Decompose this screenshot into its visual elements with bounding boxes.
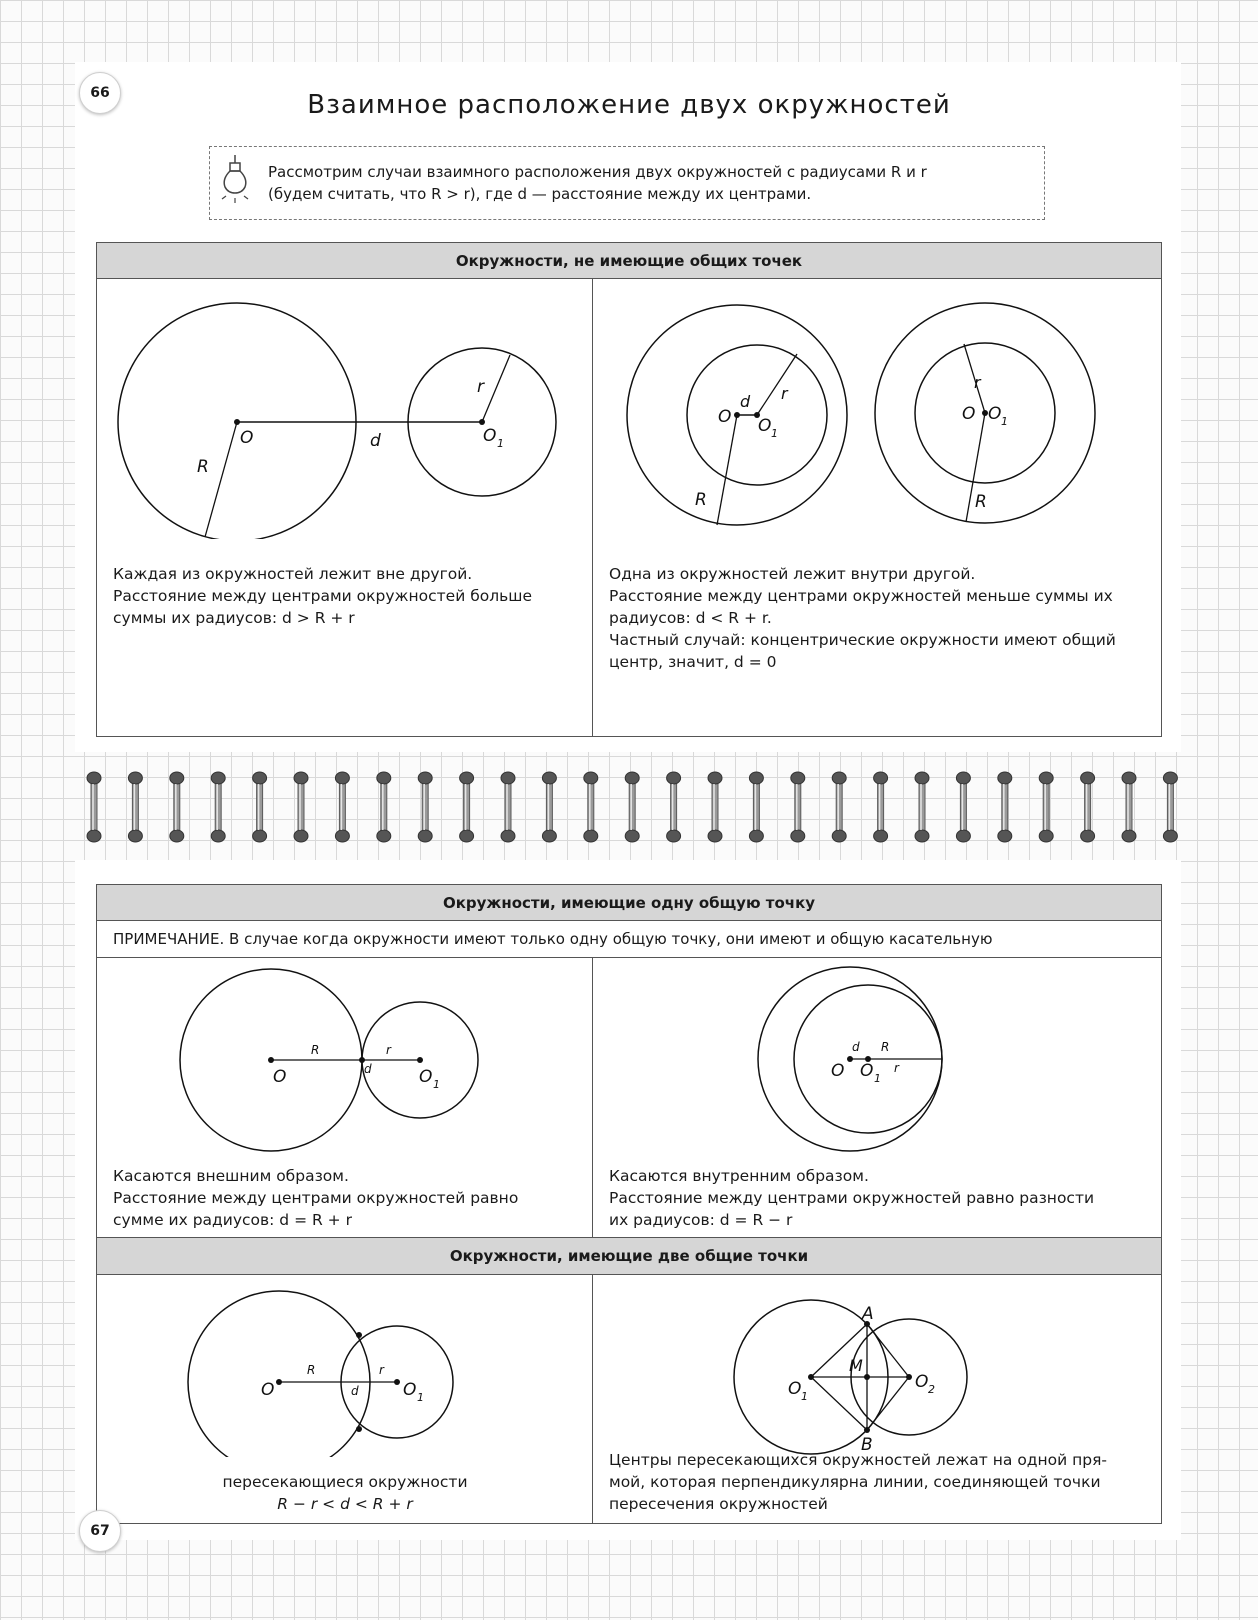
- binding-ring: [128, 772, 142, 842]
- svg-text:r: r: [974, 373, 981, 392]
- section-header-two-common: Окружности, имеющие две общие точки: [97, 1237, 1161, 1275]
- caption-nested: [609, 563, 1143, 673]
- svg-text:r: r: [379, 1363, 384, 1377]
- table-no-common-points: [96, 242, 1162, 737]
- section-header-no-common: Окружности, не имеющие общих точек: [97, 243, 1161, 279]
- caption-external: [113, 1165, 577, 1231]
- binding-ring: [294, 772, 308, 842]
- svg-text:1: 1: [874, 1072, 881, 1085]
- svg-text:r: r: [781, 384, 788, 403]
- table-common-points: [96, 884, 1162, 1524]
- caption-intersecting: [113, 1471, 577, 1515]
- svg-text:2: 2: [928, 1383, 935, 1396]
- svg-text:A: A: [862, 1304, 874, 1324]
- binding-ring: [749, 772, 763, 842]
- svg-text:O: O: [240, 428, 254, 448]
- binding-ring: [584, 772, 598, 842]
- caption-line: Центры пересекающихся окружностей лежат на одной пря-: [609, 1451, 1108, 1469]
- diagram-separate-circles: [97, 279, 592, 539]
- svg-text:1: 1: [433, 1078, 440, 1091]
- binding-ring: [1039, 772, 1053, 842]
- svg-text:1: 1: [417, 1391, 424, 1404]
- diagram-nested-circles: [592, 279, 1162, 539]
- binding-ring: [1163, 772, 1177, 842]
- caption-internal: [609, 1165, 1143, 1231]
- caption-line: Расстояние между центрами окружностей меньше суммы их: [609, 587, 1113, 605]
- caption-line: суммы их радиусов: d > R + r: [113, 609, 355, 627]
- caption-line: Частный случай: концентрические окружности имеют общий: [609, 631, 1116, 649]
- caption-line: пересечения окружностей: [609, 1495, 828, 1513]
- caption-line: Касаются внутренним образом.: [609, 1167, 869, 1185]
- binding-ring: [708, 772, 722, 842]
- lightbulb-icon: [218, 155, 252, 207]
- svg-text:O: O: [915, 1372, 929, 1392]
- svg-text:1: 1: [497, 437, 504, 450]
- binding-ring: [87, 772, 101, 842]
- svg-text:1: 1: [771, 427, 778, 440]
- caption-line: пересекающиеся окружности: [222, 1473, 468, 1491]
- binding-ring: [874, 772, 888, 842]
- caption-line: их радиусов: d = R − r: [609, 1211, 793, 1229]
- svg-text:O: O: [403, 1380, 417, 1400]
- svg-text:R: R: [975, 492, 987, 512]
- binding-ring: [211, 772, 225, 842]
- binding-ring: [1122, 772, 1136, 842]
- binding-ring: [377, 772, 391, 842]
- caption-intersection-points: [609, 1449, 1143, 1515]
- row-divider: [97, 957, 1161, 958]
- caption-line: сумме их радиусов: d = R + r: [113, 1211, 352, 1229]
- diagram-intersecting: [97, 1277, 592, 1457]
- binding-ring: [460, 772, 474, 842]
- svg-text:d: d: [740, 392, 751, 411]
- note-tangent: ПРИМЕЧАНИЕ. В случае когда окружности имеют только одну общую точку, они имеют и общую касательную: [113, 930, 993, 948]
- diagram-external-tangent: [97, 959, 592, 1159]
- svg-text:r: r: [894, 1061, 899, 1075]
- caption-line: радиусов: d < R + r.: [609, 609, 772, 627]
- caption-line: мой, которая перпендикулярна линии, соединяющей точки: [609, 1473, 1101, 1491]
- binding-ring: [915, 772, 929, 842]
- binding-ring: [170, 772, 184, 842]
- svg-text:O: O: [831, 1061, 845, 1081]
- svg-text:r: r: [386, 1043, 391, 1057]
- binding-ring: [335, 772, 349, 842]
- svg-text:R: R: [197, 457, 209, 477]
- svg-text:O: O: [860, 1061, 874, 1081]
- binding-ring: [998, 772, 1012, 842]
- svg-text:d: d: [351, 1384, 359, 1398]
- page-number-66: 66: [79, 72, 121, 114]
- svg-text:R: R: [695, 490, 707, 510]
- svg-text:O: O: [988, 404, 1002, 424]
- caption-line: Расстояние между центрами окружностей равно: [113, 1189, 519, 1207]
- binding-ring: [791, 772, 805, 842]
- binding-ring: [625, 772, 639, 842]
- svg-text:1: 1: [801, 1390, 808, 1403]
- caption-line: Каждая из окружностей лежит вне другой.: [113, 565, 473, 583]
- svg-text:O: O: [718, 407, 732, 427]
- svg-text:O: O: [758, 416, 772, 436]
- svg-text:R: R: [881, 1040, 890, 1054]
- spiral-binding: [80, 768, 1180, 848]
- binding-ring: [1081, 772, 1095, 842]
- caption-line: Расстояние между центрами окружностей больше: [113, 587, 533, 605]
- caption-line: Одна из окружностей лежит внутри другой.: [609, 565, 976, 583]
- svg-text:d: d: [852, 1040, 860, 1054]
- svg-text:O: O: [483, 426, 497, 446]
- intro-line-2: (будем считать, что R > r), где d — расстояние между их центрами.: [268, 185, 812, 203]
- svg-text:O: O: [273, 1067, 287, 1087]
- svg-text:O: O: [419, 1067, 433, 1087]
- svg-text:O: O: [962, 404, 976, 424]
- caption-separate: [113, 563, 577, 629]
- binding-ring: [418, 772, 432, 842]
- svg-text:R: R: [307, 1363, 316, 1377]
- page-number-67: 67: [79, 1510, 121, 1552]
- intro-line-1: Рассмотрим случаи взаимного расположения двух окружностей с радиусами R и r: [268, 163, 927, 181]
- binding-ring: [501, 772, 515, 842]
- binding-ring: [956, 772, 970, 842]
- intro-note-box: [209, 146, 1045, 220]
- caption-line: Касаются внешним образом.: [113, 1167, 349, 1185]
- binding-ring: [832, 772, 846, 842]
- svg-text:O: O: [788, 1379, 802, 1399]
- intro-text: [268, 161, 1028, 205]
- page-title: Взаимное расположение двух окружностей: [307, 90, 951, 120]
- svg-text:R: R: [311, 1043, 320, 1057]
- binding-ring: [667, 772, 681, 842]
- svg-text:M: M: [849, 1356, 863, 1375]
- caption-formula: R − r < d < R + r: [277, 1495, 413, 1513]
- diagram-intersection-points: [592, 1277, 1162, 1457]
- diagram-internal-tangent: [592, 959, 1162, 1159]
- section-header-one-common: Окружности, имеющие одну общую точку: [97, 885, 1161, 921]
- caption-line: Расстояние между центрами окружностей равно разности: [609, 1189, 1095, 1207]
- svg-text:r: r: [477, 377, 484, 397]
- binding-ring: [253, 772, 267, 842]
- binding-ring: [542, 772, 556, 842]
- svg-text:O: O: [261, 1380, 275, 1400]
- svg-text:1: 1: [1001, 415, 1008, 428]
- svg-text:d: d: [364, 1062, 372, 1076]
- svg-text:B: B: [861, 1435, 873, 1455]
- caption-line: центр, значит, d = 0: [609, 653, 777, 671]
- svg-text:d: d: [370, 431, 381, 451]
